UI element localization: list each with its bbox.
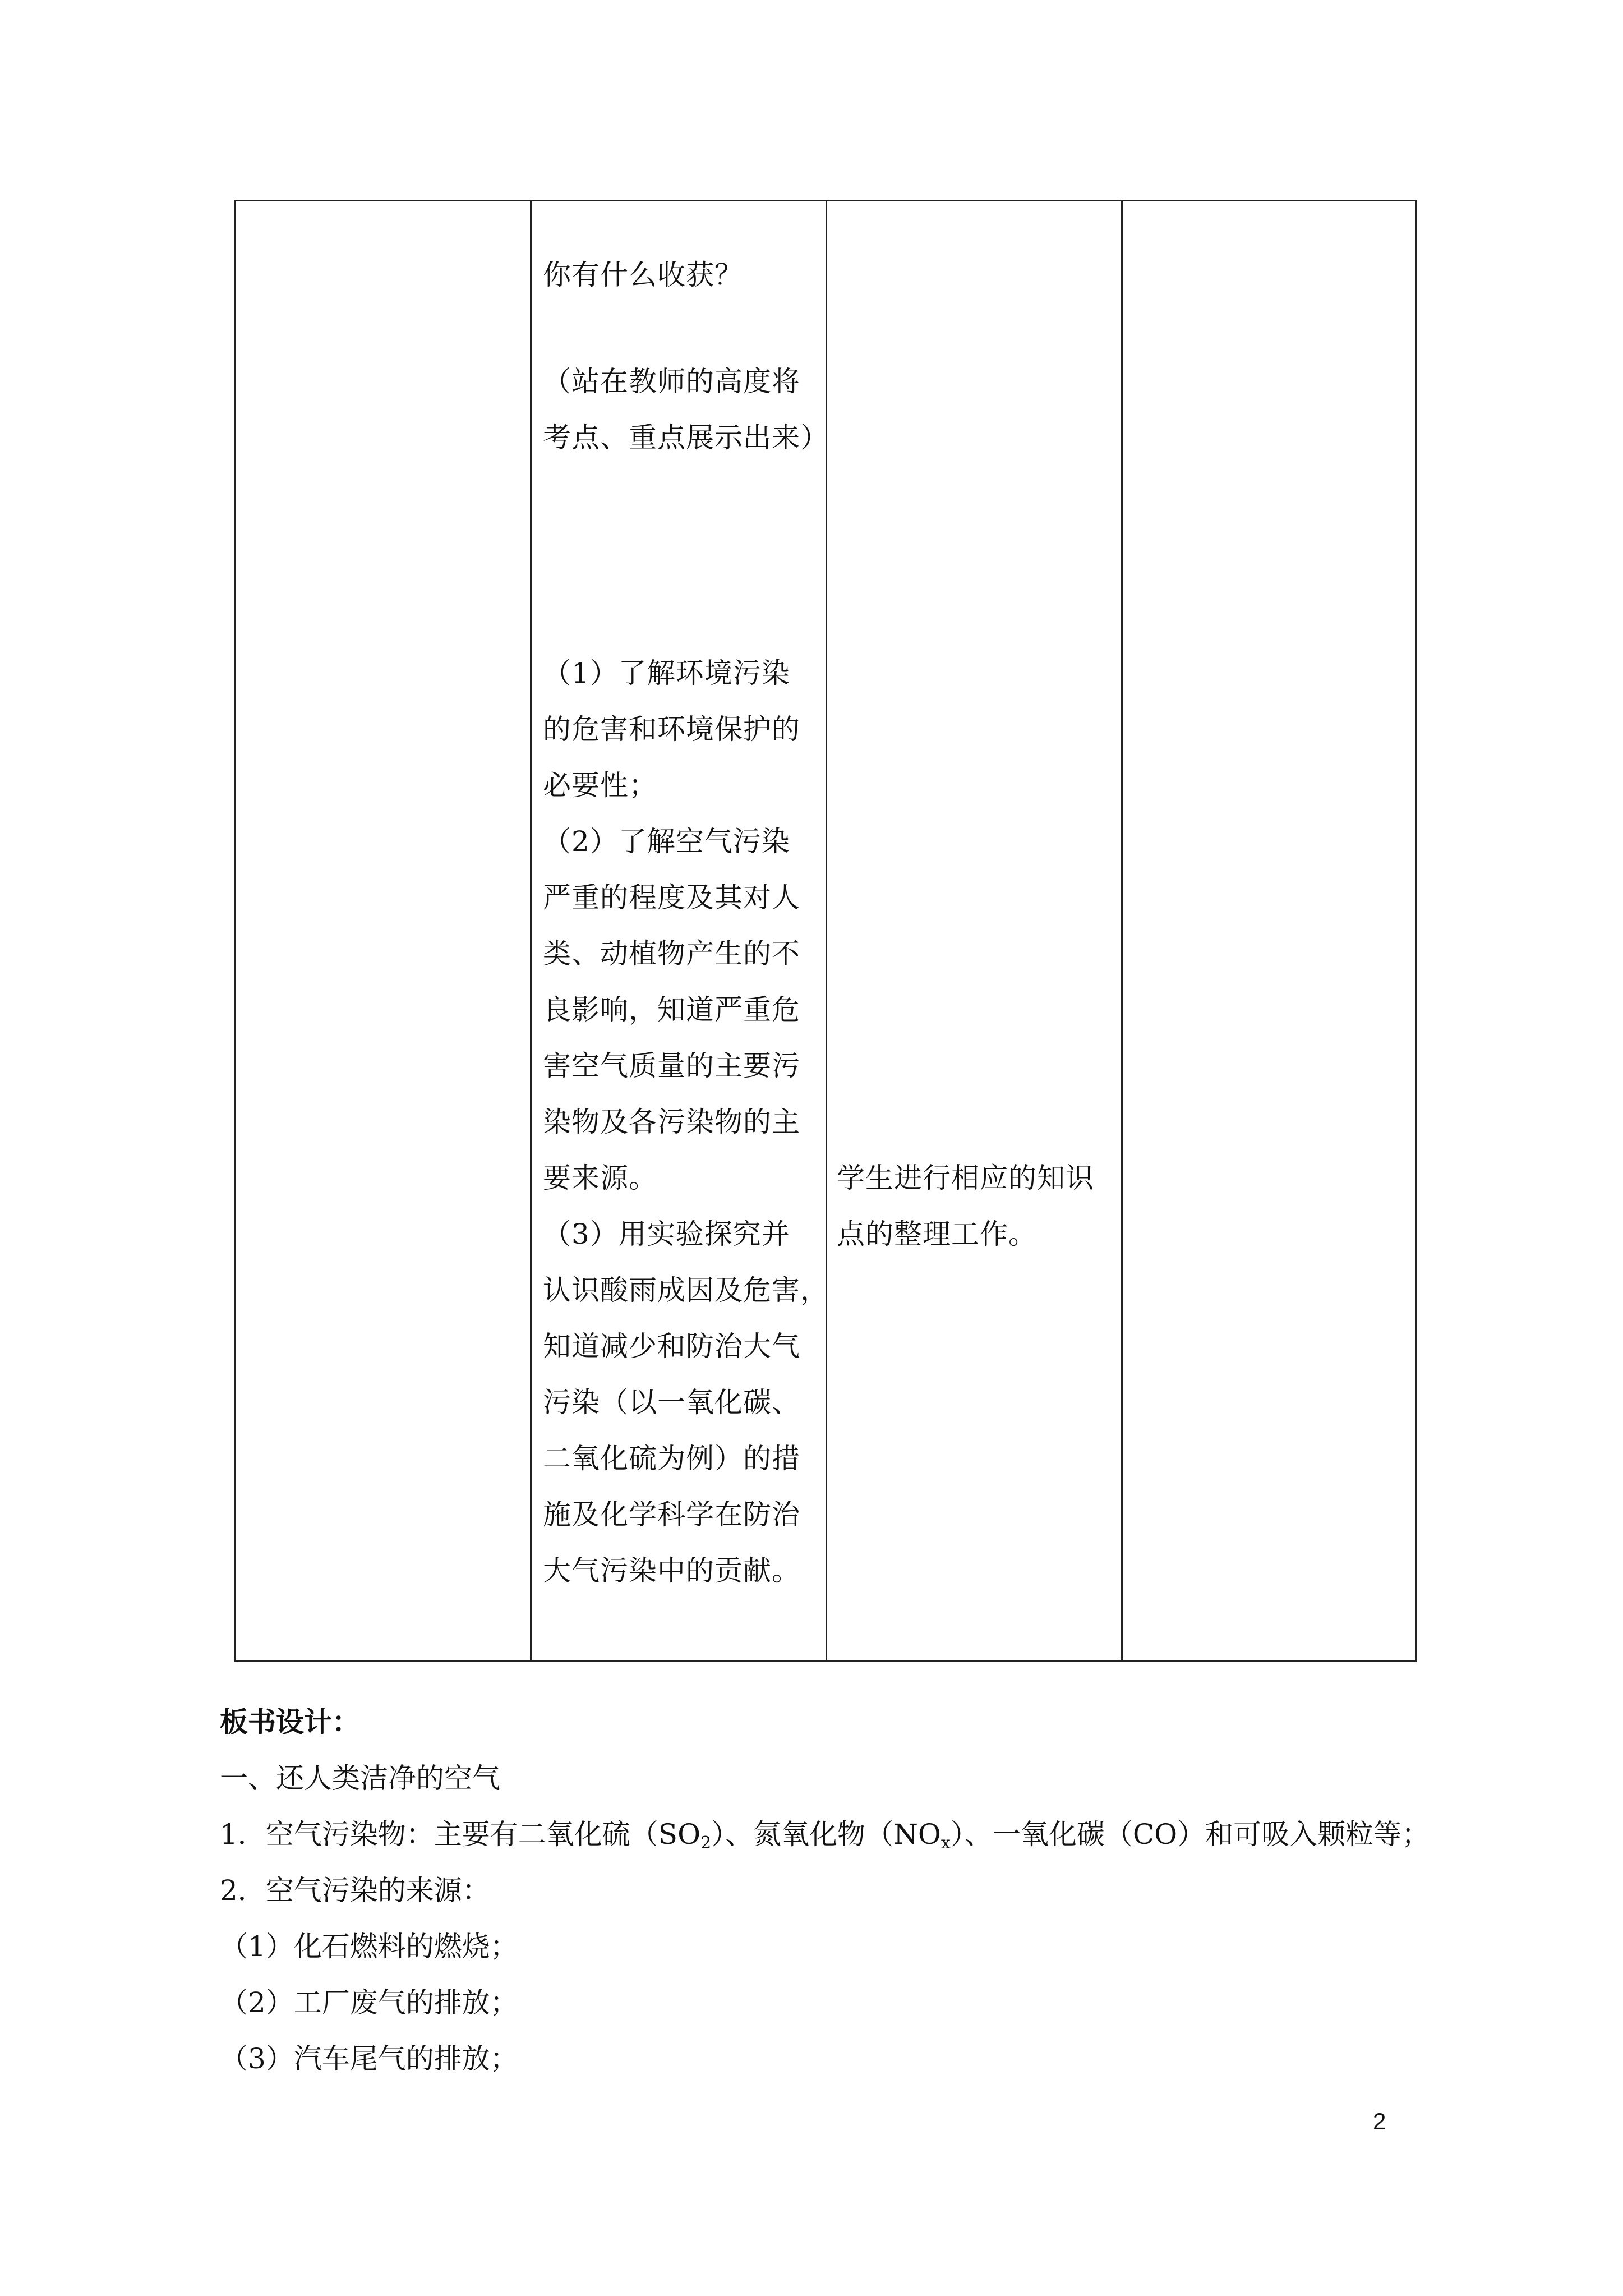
text-fragment: ）、氮氧化物（NO	[711, 1818, 941, 1851]
text-line: （1）了解环境污染	[543, 657, 790, 689]
text-fragment: 1．空气污染物：主要有二氧化硫（SO	[220, 1818, 701, 1851]
table-row	[236, 201, 1417, 1661]
col3-student-activity	[837, 1150, 1107, 1262]
source-list-item: （2）工厂废气的排放；	[220, 1986, 518, 2019]
lesson-plan-table	[234, 200, 1417, 1662]
text-fragment: ）、一氧化碳（CO）和可吸入颗粒等；	[950, 1818, 1430, 1851]
sources-item: 2．空气污染的来源：	[220, 1874, 490, 1907]
text-line: 类、动植物产生的不	[543, 937, 800, 970]
text-line: 二氧化硫为例）的措	[543, 1442, 800, 1475]
text-line: 良影响，知道严重危	[543, 993, 800, 1026]
table-cell-col1	[236, 201, 531, 1661]
page-number: 2	[1373, 2108, 1386, 2134]
text-line: （2）了解空气污染	[543, 825, 790, 858]
text-line: 考点、重点展示出来）	[543, 421, 829, 454]
col2-teacher-note	[543, 353, 829, 466]
table-cell-col4	[1122, 201, 1417, 1661]
text-line: 的危害和环境保护的	[543, 713, 800, 746]
section-title: 一、还人类洁净的空气	[220, 1762, 500, 1795]
col2-question	[543, 247, 813, 303]
subscript: x	[940, 1833, 951, 1853]
table-cell-col3	[827, 201, 1122, 1661]
text-line: 你有什么收获？	[543, 259, 743, 291]
text-line: 施及化学科学在防治	[543, 1498, 800, 1531]
text-line: 害空气质量的主要污	[543, 1050, 800, 1082]
text-line: 点的整理工作。	[837, 1218, 1037, 1250]
pollutants-item	[220, 1806, 1430, 1862]
text-line: 大气污染中的贡献。	[543, 1554, 800, 1587]
subscript: 2	[700, 1833, 712, 1853]
board-design-section	[220, 1694, 1430, 2087]
text-line: 严重的程度及其对人	[543, 881, 800, 914]
text-line: 要来源。	[543, 1162, 657, 1194]
text-line: 污染（以一氧化碳、	[543, 1386, 800, 1419]
source-list-item: （3）汽车尾气的排放；	[220, 2042, 518, 2075]
board-design-heading: 板书设计：	[220, 1705, 360, 1738]
text-line: 必要性；	[543, 769, 657, 802]
text-line: 知道减少和防治大气	[543, 1330, 800, 1363]
text-line: 认识酸雨成因及危害，	[543, 1274, 829, 1306]
col2-objectives	[543, 645, 829, 1599]
text-line: （3）用实验探究并	[543, 1218, 790, 1250]
text-line: （站在教师的高度将	[543, 365, 800, 398]
text-line: 学生进行相应的知识	[837, 1162, 1094, 1194]
source-list-item: （1）化石燃料的燃烧；	[220, 1930, 518, 1963]
text-line: 染物及各污染物的主	[543, 1106, 800, 1138]
